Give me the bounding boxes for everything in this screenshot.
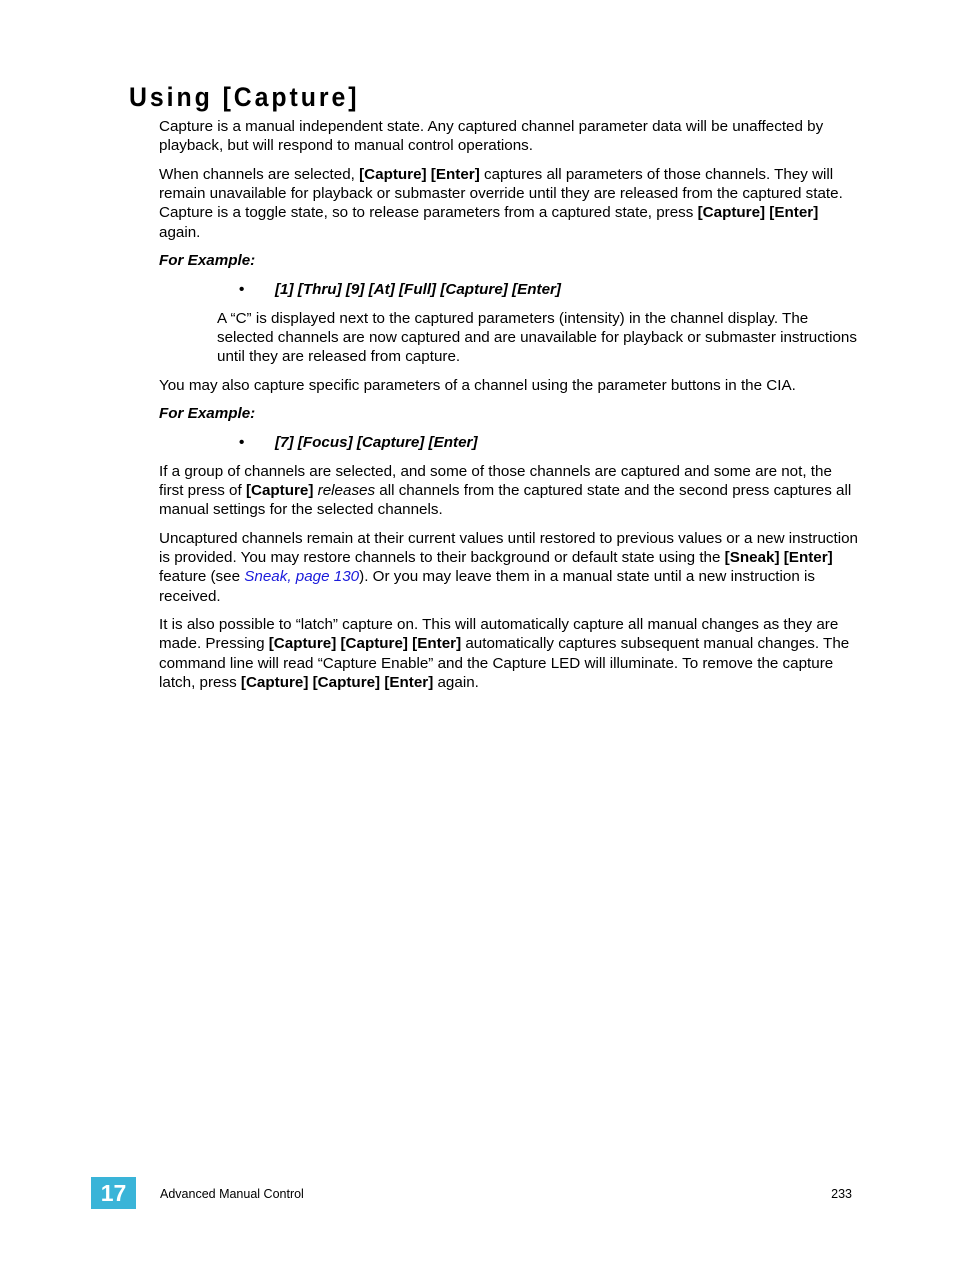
key-sequence: [Capture] [Capture] [Enter] (268, 635, 462, 653)
example-command (159, 280, 859, 299)
example-command (159, 433, 859, 452)
text-run: again. (159, 223, 201, 241)
example-description: A “C” is displayed next to the captured parameters (intensity) in the channel display. The selected channels are now captured and are unavailable for playback or submaster instructions until they are released from capture. (217, 309, 857, 366)
paragraph-intro: Capture is a manual independent state. Any captured channel parameter data will be unaffected by playback, but will respond to manual control operations. (159, 118, 824, 155)
example-label: For Example: (159, 405, 256, 423)
body-text (159, 117, 859, 702)
key-sequence: [Sneak] [Enter] (724, 549, 833, 567)
paragraph-selected-channels (159, 165, 859, 242)
bullet-icon: • (239, 280, 245, 298)
paragraph-latch (159, 615, 859, 692)
text-run: captures all parameters of those channels. They will remain unavailable for playback or submaster override until they are released from the captured state. Capture is a toggle state, so to release parameters from a captured state, press (159, 165, 843, 222)
text-run: feature (see (159, 568, 245, 586)
text-run: all channels from the captured state and the second press captures all manual settings for the selected channels. (159, 482, 852, 519)
command-text: [1] [Thru] [9] [At] [Full] [Capture] [Enter] (275, 280, 561, 298)
text-run: It is also possible to “latch” capture on. This will automatically capture all manual changes as they are made. Pressing (159, 616, 839, 653)
text-run: When channels are selected, (159, 165, 360, 183)
paragraph-parameter-capture: You may also capture specific parameters of a channel using the parameter buttons in the CIA. (159, 376, 796, 394)
key-sequence: [Capture] [Enter] (359, 165, 480, 183)
paragraph-uncaptured (159, 529, 859, 606)
text-run: again. (433, 673, 479, 691)
text-run: If a group of channels are selected, and some of those channels are captured and some are not, the first press of (159, 462, 832, 500)
footer-page-number: 233 (831, 1187, 852, 1201)
emphasis: releases (317, 482, 376, 500)
sneak-page-link[interactable]: Sneak, page 130 (244, 568, 360, 586)
chapter-number-badge: 17 (91, 1177, 136, 1209)
paragraph-group-capture (159, 462, 859, 520)
key-sequence: [Capture] (245, 482, 314, 500)
text-run: Uncaptured channels remain at their current values until restored to previous values or a new instruction is provided. You may restore channels to their background or default state using the (159, 529, 858, 567)
command-text: [7] [Focus] [Capture] [Enter] (275, 434, 478, 452)
key-sequence: [Capture] [Capture] [Enter] (240, 673, 434, 691)
example-label: For Example: (159, 252, 256, 270)
footer-chapter-title: Advanced Manual Control (160, 1187, 304, 1201)
bullet-icon: • (239, 434, 245, 452)
page-heading: Using [Capture] (129, 82, 360, 112)
text-run: automatically captures subsequent manual changes. The command line will read “Capture Enable” and the Capture LED will illuminate. To remove the capture latch, press (159, 635, 850, 691)
text-run: ). Or you may leave them in a manual state until a new instruction is received. (159, 568, 815, 605)
key-sequence: [Capture] [Enter] (697, 204, 819, 222)
